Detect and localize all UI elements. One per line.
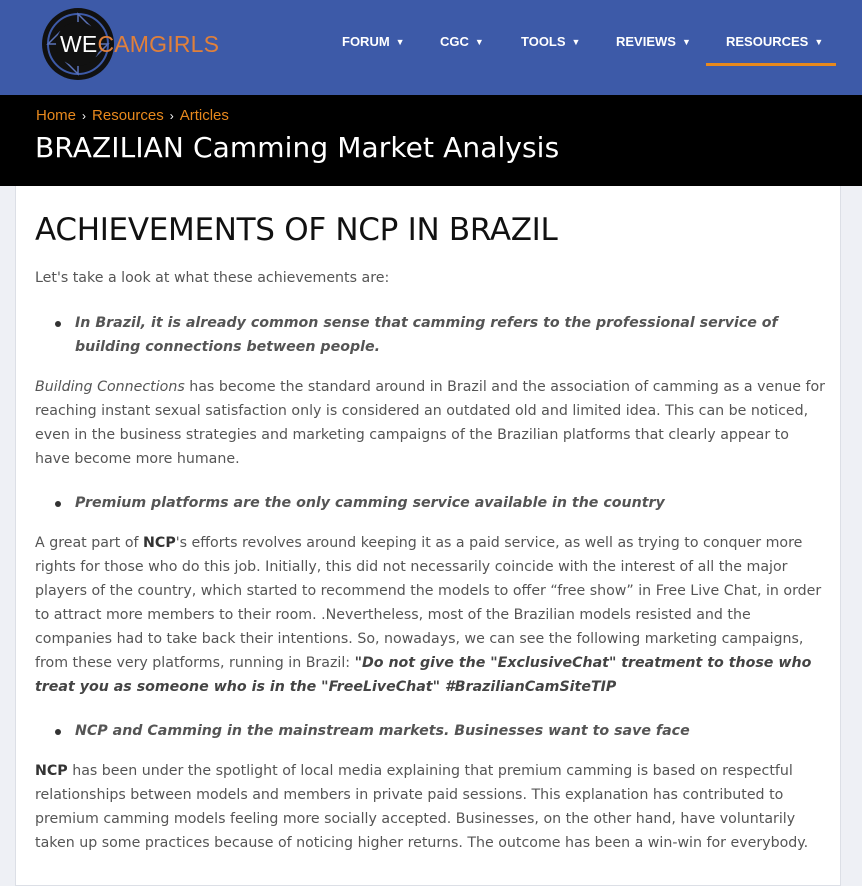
logo-text-camgirls: CAMGIRLS [97, 31, 220, 57]
breadcrumb-home[interactable]: Home [36, 107, 77, 124]
list-item [55, 311, 795, 359]
bullet-text: In Brazil, it is already common sense that camming refers to the professional service of building connections between people. [75, 315, 778, 355]
nav-tools-label: TOOLS [521, 34, 566, 49]
nav-forum-label: FORUM [342, 34, 390, 49]
top-navigation-bar [0, 0, 862, 95]
article-heading: ACHIEVEMENTS OF NCP IN BRAZIL [35, 212, 558, 248]
nav-cgc[interactable] [440, 34, 484, 54]
active-nav-indicator [706, 63, 836, 66]
caret-down-icon: ▼ [571, 37, 581, 47]
emphasis-text: Building Connections [35, 379, 185, 395]
caret-down-icon: ▼ [681, 37, 691, 47]
caret-down-icon: ▼ [474, 37, 484, 47]
paragraph-mainstream [35, 759, 825, 855]
breadcrumb [36, 107, 229, 124]
nav-resources-label: RESOURCES [726, 34, 809, 49]
list-item [55, 491, 795, 515]
paragraph-building-connections [35, 375, 825, 471]
nav-forum[interactable] [342, 34, 405, 54]
paragraph-text: 's efforts revolves around keeping it as a paid service, as well as trying to conquer more rights for those who do this job. Initially, this did not necessarily coincide with the interest of all the major players of the country, which started to recommend the models to offer “free show” in Free Live Chat, in order to attract more members to their room. .Nevertheless, most of the Brazilian models resisted and the companies had to take back their intentions. So, nowadays, we can see the following marketing campaigns, from these very platforms, running in Brazil: [35, 535, 822, 671]
intro-paragraph: Let's take a look at what these achievements are: [35, 270, 390, 286]
paragraph-ncp-efforts [35, 531, 825, 699]
main-nav [0, 0, 862, 95]
caret-down-icon: ▼ [395, 37, 405, 47]
campaign-quote: "Do not give the "ExclusiveChat" treatment to those who treat you as someone who is in the "FreeLiveChat" #BrazilianCamSiteTIP [35, 655, 812, 695]
breadcrumb-articles[interactable]: Articles [179, 107, 229, 124]
nav-cgc-label: CGC [440, 34, 469, 49]
paragraph-text: has been under the spotlight of local media explaining that premium camming is based on respectful relationships between models and members in private paid sessions. This explanation has contributed to premium camming models feeling more socially accepted. Businesses, on the other hand, have voluntarily taken up some practices because of noticing higher returns. The outcome has been a win-win for everybody. [35, 763, 809, 851]
logo-text-we: WE [60, 31, 98, 57]
nav-tools[interactable] [521, 34, 580, 54]
bullet-text: Premium platforms are the only camming service available in the country [75, 495, 665, 511]
list-item [55, 719, 795, 743]
nav-reviews[interactable] [616, 34, 691, 54]
bold-text: NCP [35, 763, 68, 779]
chevron-right-icon: › [169, 109, 174, 123]
bullet-icon [55, 729, 61, 735]
bullet-icon [55, 501, 61, 507]
caret-down-icon: ▼ [814, 37, 824, 47]
bullet-text: NCP and Camming in the mainstream markets. Businesses want to save face [75, 723, 690, 739]
chevron-right-icon: › [82, 109, 87, 123]
page-title: BRAZILIAN Camming Market Analysis [35, 131, 560, 164]
bold-text: NCP [143, 535, 176, 551]
page-header [0, 95, 862, 186]
nav-resources[interactable] [726, 34, 823, 54]
paragraph-text: A great part of [35, 535, 144, 551]
bullet-icon [55, 321, 61, 327]
breadcrumb-resources[interactable]: Resources [92, 107, 164, 124]
nav-reviews-label: REVIEWS [616, 34, 676, 49]
paragraph-text: has become the standard around in Brazil and the association of camming as a venue for reaching instant sexual satisfaction only is considered an outdated old and limited idea. This can be noticed, even in the business strategies and marketing campaigns of the Brazilian platforms that clearly appear to have become more humane. [35, 379, 825, 467]
